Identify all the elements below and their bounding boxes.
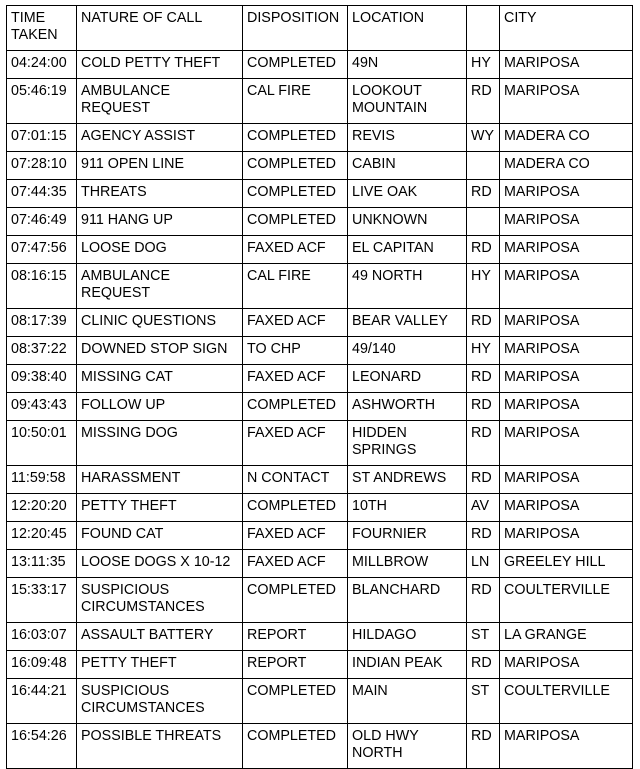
table-row — [7, 180, 633, 208]
cell-time-taken: 07:47:56 — [7, 236, 77, 264]
cell-city: LA GRANGE — [500, 623, 633, 651]
cell-disposition: FAXED ACF — [243, 550, 348, 578]
cell-street-suffix: RD — [467, 309, 500, 337]
cell-location: 10TH — [348, 494, 467, 522]
header-street-suffix — [467, 6, 500, 51]
cell-nature-of-call: CLINIC QUESTIONS — [77, 309, 243, 337]
cell-location: EL CAPITAN — [348, 236, 467, 264]
table-row — [7, 152, 633, 180]
table-row — [7, 651, 633, 679]
cell-city: MADERA CO — [500, 124, 633, 152]
cell-nature-of-call: MISSING DOG — [77, 421, 243, 466]
cell-disposition: COMPLETED — [243, 578, 348, 623]
cell-disposition: CAL FIRE — [243, 79, 348, 124]
table-row — [7, 494, 633, 522]
table-row — [7, 51, 633, 79]
cell-time-taken: 13:11:35 — [7, 550, 77, 578]
cell-time-taken: 07:46:49 — [7, 208, 77, 236]
cell-time-taken: 05:46:19 — [7, 79, 77, 124]
header-location: LOCATION — [348, 6, 467, 51]
cell-location: LOOKOUT MOUNTAIN — [348, 79, 467, 124]
cell-location: 49N — [348, 51, 467, 79]
cell-time-taken: 07:44:35 — [7, 180, 77, 208]
table-row — [7, 578, 633, 623]
cell-location: FOURNIER — [348, 522, 467, 550]
cell-location: OLD HWY NORTH — [348, 724, 467, 769]
cell-nature-of-call: LOOSE DOGS X 10-12 — [77, 550, 243, 578]
cell-time-taken: 08:16:15 — [7, 264, 77, 309]
cell-disposition: COMPLETED — [243, 724, 348, 769]
table-row — [7, 550, 633, 578]
cell-location: ASHWORTH — [348, 393, 467, 421]
cell-nature-of-call: MISSING CAT — [77, 365, 243, 393]
cell-location: MAIN — [348, 679, 467, 724]
cell-location: INDIAN PEAK — [348, 651, 467, 679]
cell-time-taken: 16:54:26 — [7, 724, 77, 769]
cell-nature-of-call: AGENCY ASSIST — [77, 124, 243, 152]
table-row — [7, 724, 633, 769]
cell-nature-of-call: SUSPICIOUS CIRCUMSTANCES — [77, 578, 243, 623]
cell-nature-of-call: ASSAULT BATTERY — [77, 623, 243, 651]
cell-nature-of-call: LOOSE DOG — [77, 236, 243, 264]
cell-time-taken: 07:28:10 — [7, 152, 77, 180]
cell-city: COULTERVILLE — [500, 679, 633, 724]
cell-location: BEAR VALLEY — [348, 309, 467, 337]
call-log-table — [6, 5, 633, 769]
cell-disposition: COMPLETED — [243, 124, 348, 152]
table-body — [7, 51, 633, 769]
cell-city: MARIPOSA — [500, 309, 633, 337]
cell-time-taken: 09:43:43 — [7, 393, 77, 421]
cell-location: 49 NORTH — [348, 264, 467, 309]
cell-location: MILLBROW — [348, 550, 467, 578]
cell-disposition: FAXED ACF — [243, 365, 348, 393]
cell-nature-of-call: AMBULANCE REQUEST — [77, 79, 243, 124]
table-row — [7, 466, 633, 494]
cell-nature-of-call: COLD PETTY THEFT — [77, 51, 243, 79]
cell-location: LEONARD — [348, 365, 467, 393]
cell-time-taken: 16:03:07 — [7, 623, 77, 651]
cell-street-suffix: LN — [467, 550, 500, 578]
cell-nature-of-call: DOWNED STOP SIGN — [77, 337, 243, 365]
cell-time-taken: 16:09:48 — [7, 651, 77, 679]
cell-city: MARIPOSA — [500, 51, 633, 79]
cell-city: MARIPOSA — [500, 236, 633, 264]
cell-street-suffix: RD — [467, 578, 500, 623]
cell-disposition: COMPLETED — [243, 494, 348, 522]
cell-disposition: FAXED ACF — [243, 522, 348, 550]
cell-disposition: CAL FIRE — [243, 264, 348, 309]
cell-street-suffix: AV — [467, 494, 500, 522]
cell-city: MARIPOSA — [500, 393, 633, 421]
cell-disposition: FAXED ACF — [243, 421, 348, 466]
header-time-taken: TIME TAKEN — [7, 6, 77, 51]
cell-disposition: TO CHP — [243, 337, 348, 365]
cell-city: MARIPOSA — [500, 651, 633, 679]
table-row — [7, 522, 633, 550]
cell-city: MARIPOSA — [500, 365, 633, 393]
cell-street-suffix: WY — [467, 124, 500, 152]
cell-nature-of-call: SUSPICIOUS CIRCUMSTANCES — [77, 679, 243, 724]
table-row — [7, 236, 633, 264]
cell-time-taken: 08:17:39 — [7, 309, 77, 337]
cell-location: HILDAGO — [348, 623, 467, 651]
cell-time-taken: 07:01:15 — [7, 124, 77, 152]
cell-time-taken: 15:33:17 — [7, 578, 77, 623]
cell-city: COULTERVILLE — [500, 578, 633, 623]
cell-location: BLANCHARD — [348, 578, 467, 623]
table-row — [7, 309, 633, 337]
cell-street-suffix: RD — [467, 236, 500, 264]
cell-street-suffix: ST — [467, 623, 500, 651]
cell-disposition: COMPLETED — [243, 51, 348, 79]
cell-street-suffix: RD — [467, 466, 500, 494]
cell-nature-of-call: 911 HANG UP — [77, 208, 243, 236]
cell-city: MARIPOSA — [500, 79, 633, 124]
cell-time-taken: 08:37:22 — [7, 337, 77, 365]
cell-disposition: FAXED ACF — [243, 236, 348, 264]
table-row — [7, 208, 633, 236]
cell-nature-of-call: PETTY THEFT — [77, 494, 243, 522]
cell-time-taken: 10:50:01 — [7, 421, 77, 466]
cell-street-suffix — [467, 208, 500, 236]
cell-location: REVIS — [348, 124, 467, 152]
cell-street-suffix: RD — [467, 365, 500, 393]
cell-street-suffix: HY — [467, 51, 500, 79]
cell-nature-of-call: 911 OPEN LINE — [77, 152, 243, 180]
cell-disposition: FAXED ACF — [243, 309, 348, 337]
cell-city: GREELEY HILL — [500, 550, 633, 578]
cell-location: LIVE OAK — [348, 180, 467, 208]
cell-disposition: COMPLETED — [243, 679, 348, 724]
cell-time-taken: 16:44:21 — [7, 679, 77, 724]
cell-time-taken: 04:24:00 — [7, 51, 77, 79]
cell-street-suffix: RD — [467, 180, 500, 208]
cell-location: 49/140 — [348, 337, 467, 365]
table-row — [7, 337, 633, 365]
table-row — [7, 623, 633, 651]
table-row — [7, 421, 633, 466]
cell-street-suffix: RD — [467, 421, 500, 466]
cell-street-suffix: RD — [467, 724, 500, 769]
table-row — [7, 365, 633, 393]
cell-nature-of-call: FOLLOW UP — [77, 393, 243, 421]
cell-disposition: REPORT — [243, 623, 348, 651]
header-disposition: DISPOSITION — [243, 6, 348, 51]
cell-city: MARIPOSA — [500, 522, 633, 550]
cell-street-suffix — [467, 152, 500, 180]
cell-location: CABIN — [348, 152, 467, 180]
cell-location: HIDDEN SPRINGS — [348, 421, 467, 466]
cell-time-taken: 09:38:40 — [7, 365, 77, 393]
cell-disposition: COMPLETED — [243, 208, 348, 236]
table-row — [7, 679, 633, 724]
cell-disposition: COMPLETED — [243, 180, 348, 208]
table-row — [7, 79, 633, 124]
cell-city: MARIPOSA — [500, 208, 633, 236]
cell-nature-of-call: AMBULANCE REQUEST — [77, 264, 243, 309]
cell-nature-of-call: HARASSMENT — [77, 466, 243, 494]
cell-disposition: COMPLETED — [243, 152, 348, 180]
cell-street-suffix: ST — [467, 679, 500, 724]
cell-city: MARIPOSA — [500, 264, 633, 309]
cell-location: ST ANDREWS — [348, 466, 467, 494]
cell-time-taken: 12:20:20 — [7, 494, 77, 522]
cell-city: MARIPOSA — [500, 421, 633, 466]
cell-nature-of-call: THREATS — [77, 180, 243, 208]
cell-location: UNKNOWN — [348, 208, 467, 236]
cell-street-suffix: RD — [467, 393, 500, 421]
cell-city: MARIPOSA — [500, 494, 633, 522]
cell-city: MARIPOSA — [500, 180, 633, 208]
cell-street-suffix: HY — [467, 264, 500, 309]
cell-time-taken: 11:59:58 — [7, 466, 77, 494]
cell-city: MARIPOSA — [500, 466, 633, 494]
cell-disposition: REPORT — [243, 651, 348, 679]
cell-nature-of-call: POSSIBLE THREATS — [77, 724, 243, 769]
table-row — [7, 393, 633, 421]
header-nature-of-call: NATURE OF CALL — [77, 6, 243, 51]
cell-disposition: COMPLETED — [243, 393, 348, 421]
header-city: CITY — [500, 6, 633, 51]
cell-city: MARIPOSA — [500, 724, 633, 769]
cell-street-suffix: RD — [467, 651, 500, 679]
table-row — [7, 264, 633, 309]
cell-street-suffix: HY — [467, 337, 500, 365]
cell-street-suffix: RD — [467, 522, 500, 550]
cell-street-suffix: RD — [467, 79, 500, 124]
cell-nature-of-call: FOUND CAT — [77, 522, 243, 550]
cell-disposition: N CONTACT — [243, 466, 348, 494]
cell-nature-of-call: PETTY THEFT — [77, 651, 243, 679]
cell-time-taken: 12:20:45 — [7, 522, 77, 550]
cell-city: MARIPOSA — [500, 337, 633, 365]
header-row — [7, 6, 633, 51]
table-row — [7, 124, 633, 152]
cell-city: MADERA CO — [500, 152, 633, 180]
